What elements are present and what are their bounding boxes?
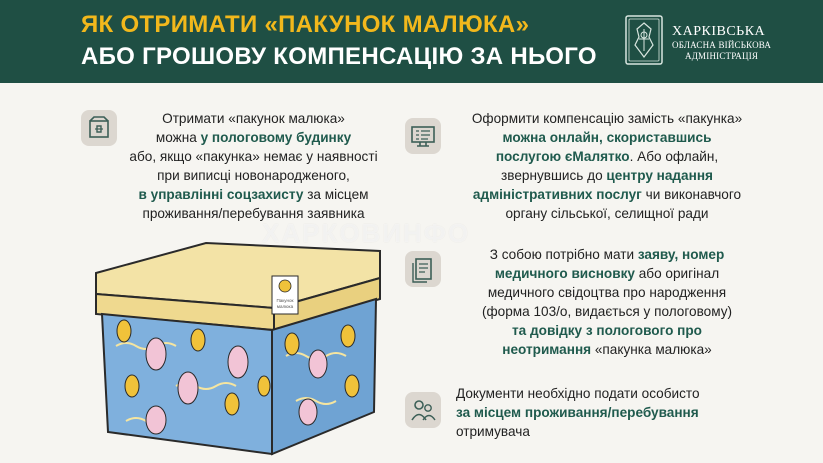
org-name-line1: ХАРКІВСЬКА — [672, 24, 766, 39]
header-banner — [0, 0, 823, 83]
compensation-line3-plain: . Або офлайн, — [629, 149, 719, 164]
watermark: ХАРКОВИНФО — [262, 218, 471, 248]
compensation-line4-highlight: центру надання — [606, 168, 713, 183]
left-text-line2 — [120, 128, 387, 147]
package-icon — [84, 113, 114, 143]
org-name-line3: АДМІНІСТРАЦІЯ — [685, 51, 759, 61]
receive-package-text — [120, 109, 387, 223]
documents-line6 — [447, 340, 767, 359]
box-label-sticker — [272, 276, 298, 314]
package-icon-tile — [81, 110, 117, 146]
submit-in-person-text — [456, 384, 776, 441]
documents-icon-tile — [405, 251, 441, 287]
submit-line1: Документи необхідно подати особисто — [456, 386, 700, 401]
baby-box-illustration — [86, 236, 406, 458]
submit-line3: отримувача — [456, 424, 530, 439]
documents-line3: медичного свідоцтва про народження — [487, 285, 727, 300]
documents-line1 — [447, 245, 767, 264]
left-text-line5 — [120, 185, 387, 204]
documents-line6-plain: «пакунка малюка» — [591, 342, 712, 357]
emalyatko-service-text: послугою єМалятко — [495, 149, 630, 164]
people-icon — [408, 395, 438, 425]
page-title-line2: АБО ГРОШОВУ КОМПЕНСАЦІЮ ЗА НЬОГО — [81, 43, 597, 70]
left-text-line4: при виписці новонародженого, — [157, 168, 350, 183]
documents-line5: та довідку з пологового про — [512, 323, 702, 338]
submit-line2: за місцем проживання/перебування — [456, 405, 699, 420]
documents-icon — [408, 254, 438, 284]
left-text-line3: або, якщо «пакунка» немає у наявності — [129, 149, 378, 164]
coat-of-arms-icon — [625, 15, 663, 65]
left-text-line1: Отримати «пакунок малюка» — [162, 111, 345, 126]
documents-line6-highlight: неотримання — [502, 342, 592, 357]
compensation-line5 — [447, 185, 767, 204]
compensation-line4 — [447, 166, 767, 185]
computer-form-icon — [408, 121, 438, 151]
box-label-line1: Пакунок — [276, 298, 294, 303]
documents-line1-plain: З собою потрібно мати — [489, 247, 638, 262]
documents-line2-plain: або оригінал — [634, 266, 720, 281]
org-name-line2: ОБЛАСНА ВІЙСЬКОВА — [672, 40, 772, 50]
compensation-line2: можна онлайн, скориставшись — [502, 130, 712, 145]
documents-line4: (форма 103/о, видається у пологовому) — [481, 304, 733, 319]
left-text-line5-plain: за місцем — [303, 187, 369, 202]
compensation-line1: Оформити компенсацію замість «пакунка» — [471, 111, 743, 126]
compensation-line5-plain: чи виконавчого — [641, 187, 742, 202]
required-documents-text — [447, 245, 767, 359]
left-text-line5-highlight: в управлінні соцзахисту — [138, 187, 304, 202]
documents-line1-highlight: заяву, номер — [637, 247, 725, 262]
people-icon-tile — [405, 392, 441, 428]
documents-line2 — [447, 264, 767, 283]
documents-line2-highlight: медичного висновку — [494, 266, 635, 281]
compensation-line3 — [447, 147, 767, 166]
left-text-line6: проживання/перебування заявника — [142, 206, 365, 221]
org-name — [672, 24, 771, 62]
left-text-line2-highlight: у пологовому будинку — [200, 130, 352, 145]
box-label-line2: малюка — [276, 304, 294, 309]
left-text-line2-plain: можна — [155, 130, 201, 145]
compensation-line4-plain: звернувшись до — [501, 168, 607, 183]
computer-form-icon-tile — [405, 118, 441, 154]
compensation-line5-highlight: адміністративних послуг — [472, 187, 642, 202]
compensation-line6: органу сільської, селищної ради — [505, 206, 709, 221]
page-title-line1: ЯК ОТРИМАТИ «ПАКУНОК МАЛЮКА» — [81, 11, 530, 38]
compensation-text — [447, 109, 767, 223]
